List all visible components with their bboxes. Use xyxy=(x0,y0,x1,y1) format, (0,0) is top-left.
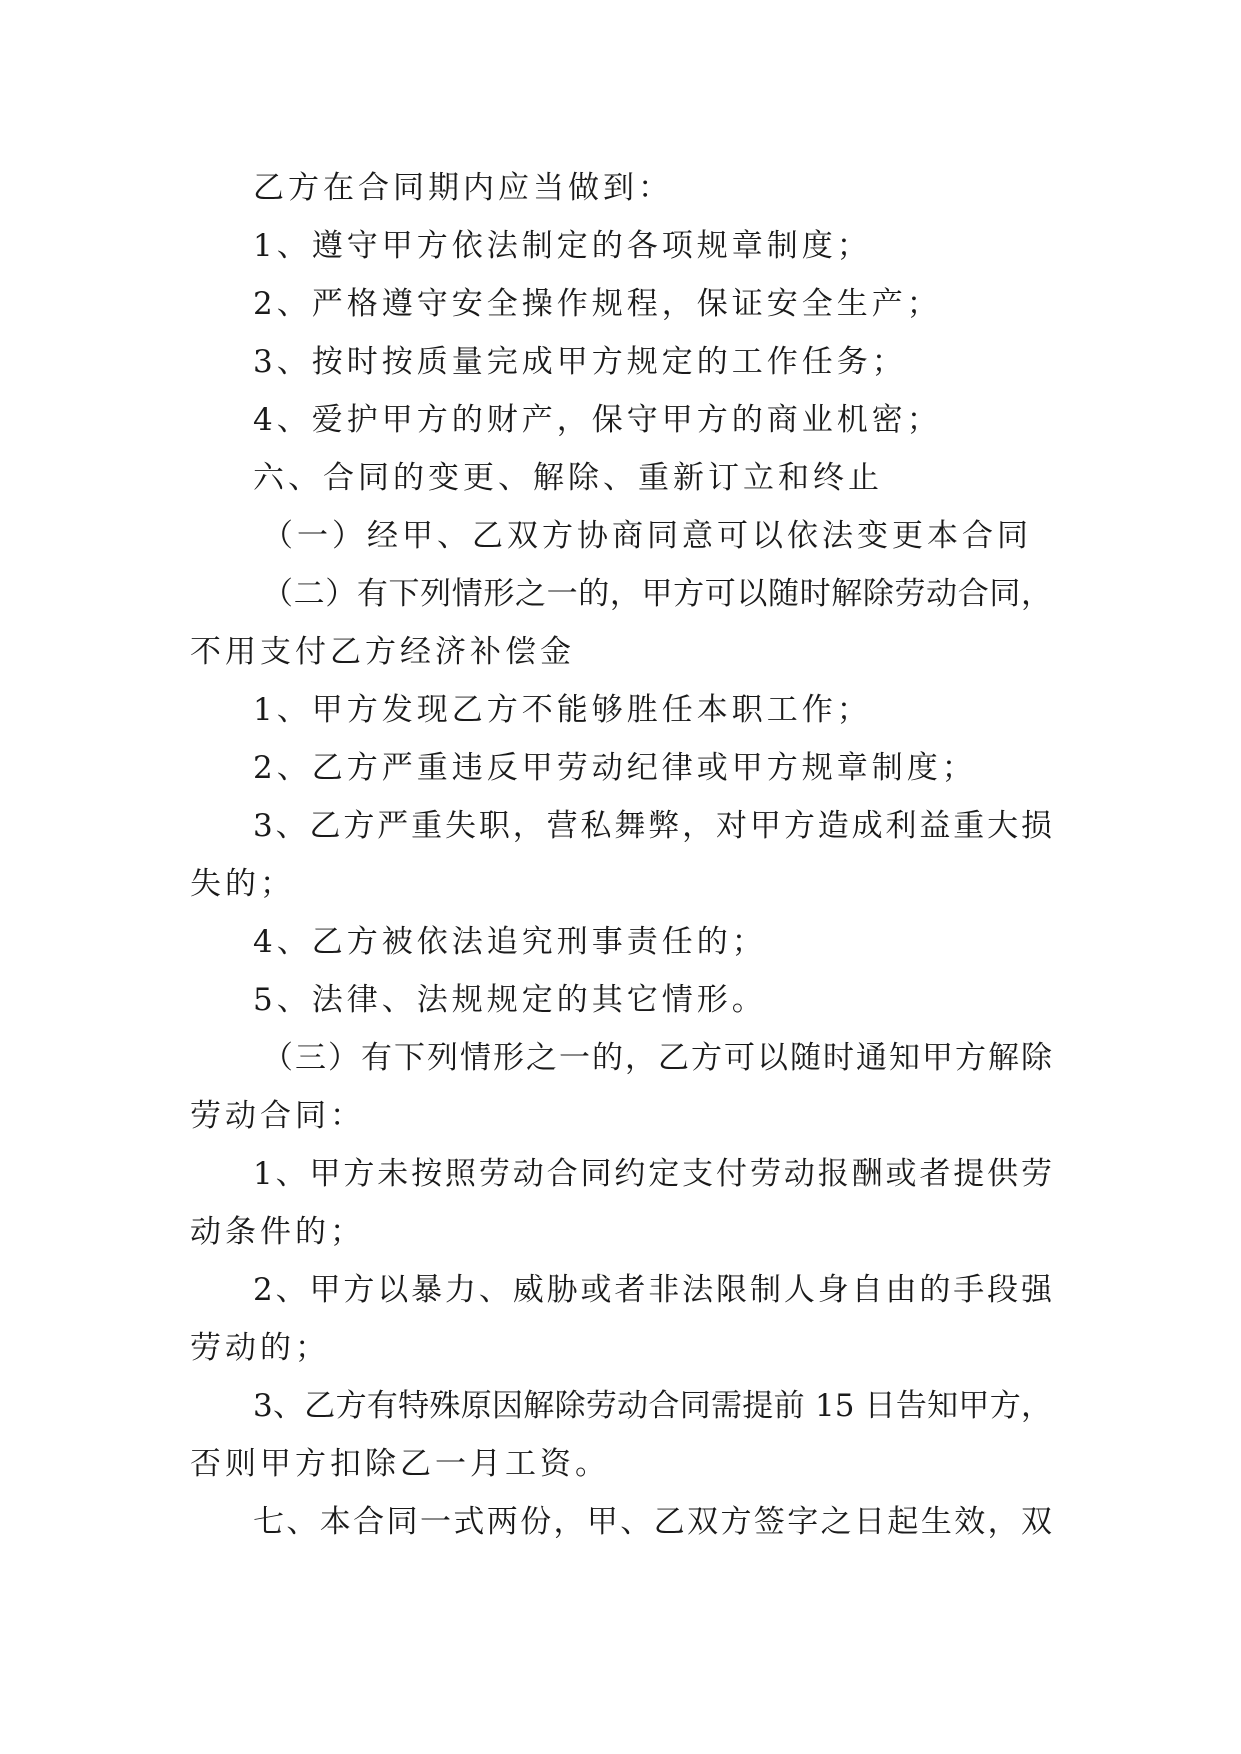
text-line: 2、严格遵守安全操作规程，保证安全生产； xyxy=(253,286,942,322)
text-line: 劳动的； xyxy=(190,1330,330,1366)
text-line: 4、乙方被依法追究刑事责任的； xyxy=(253,924,767,960)
text-line: 3、按时按质量完成甲方规定的工作任务； xyxy=(253,344,907,380)
text-line: 1、甲方发现乙方不能够胜任本职工作； xyxy=(253,692,872,728)
text-line: 1、甲方未按照劳动合同约定支付劳动报酬或者提供劳 xyxy=(253,1156,1052,1192)
text-line: （三）有下列情形之一的，乙方可以随时通知甲方解除 xyxy=(262,1040,1052,1076)
text-line: （二）有下列情形之一的，甲方可以随时解除劳动合同， xyxy=(262,576,1052,612)
text-line: 乙方在合同期内应当做到： xyxy=(253,170,673,206)
text-line: 否则甲方扣除乙一月工资。 xyxy=(190,1446,610,1482)
text-line: 动条件的； xyxy=(190,1214,365,1250)
section-heading: 六、合同的变更、解除、重新订立和终止 xyxy=(253,460,883,496)
text-line: 劳动合同： xyxy=(190,1098,365,1134)
text-line: 2、乙方严重违反甲劳动纪律或甲方规章制度； xyxy=(253,750,977,786)
text-line: （一）经甲、乙双方协商同意可以依法变更本合同 xyxy=(262,518,1032,554)
text-line: 1、遵守甲方依法制定的各项规章制度； xyxy=(253,228,872,264)
section-heading: 七、本合同一式两份，甲、乙双方签字之日起生效，双 xyxy=(253,1504,1052,1540)
text-line: 2、甲方以暴力、威胁或者非法限制人身自由的手段强 xyxy=(253,1272,1052,1308)
text-line: 3、乙方有特殊原因解除劳动合同需提前 15 日告知甲方， xyxy=(253,1388,1052,1424)
text-line: 不用支付乙方经济补偿金 xyxy=(190,634,575,670)
text-line: 4、爱护甲方的财产，保守甲方的商业机密； xyxy=(253,402,942,438)
text-line: 失的； xyxy=(190,866,295,902)
text-line: 5、法律、法规规定的其它情形。 xyxy=(253,982,767,1018)
text-line: 3、乙方严重失职，营私舞弊，对甲方造成利益重大损 xyxy=(253,808,1052,844)
